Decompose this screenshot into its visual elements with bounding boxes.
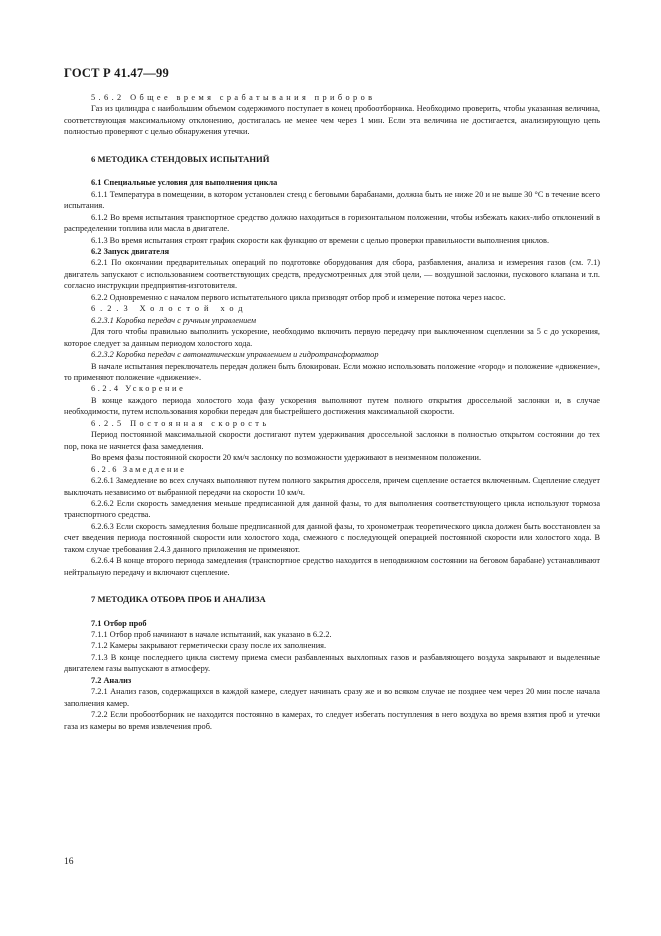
paragraph: 6.2.2 Одновременно с началом первого испытательного цикла призводят отбор проб и измерение потока через насос. <box>91 292 506 302</box>
page-number: 16 <box>64 857 74 867</box>
paragraph: 6.2.6.4 В конце второго периода замедления (транспортное средство находится в неподвижном состоянии на беговом барабане) устанавливают нейтральную передачу и включают сцепление. <box>64 556 600 577</box>
section-heading: 7 МЕТОДИКА ОТБОРА ПРОБ И АНАЛИЗА <box>91 594 266 605</box>
paragraph: 7.2.1 Анализ газов, содержащихся в каждой камере, следует начинать сразу же и во всяком случае не позднее чем через 20 мин после начала заполнения камер. <box>64 687 600 708</box>
subsection-heading: 7.1 Отбор проб <box>91 618 147 628</box>
paragraph: 7.1.1 Отбор проб начинают в начале испытаний, как указано в 6.2.2. <box>91 630 332 640</box>
spacer <box>64 138 600 154</box>
paragraph: 6.1.3 Во время испытания строят график скорости как функцию от времени с целью проверки правильности выполнения циклов. <box>91 235 550 245</box>
spacer <box>64 606 600 618</box>
paragraph: В начале испытания переключатель передач должен быть блокирован. Если можно использовать положение «город» и положение «движение», то применяют положение «движение». <box>64 361 600 382</box>
paragraph: 6.2.6.3 Если скорость замедления больше предписанной для данной фазы, то хронометраж теоретического цикла должен быть восстановлен за счет введения периода постоянной скорости или холостого хода, смежного с последующей операцией постоянной скорости или холостого хода. В таком случае требования 2.4.3 данного приложения не применяют. <box>64 521 600 554</box>
section-heading: 6 МЕТОДИКА СТЕНДОВЫХ ИСПЫТАНИЙ <box>91 153 270 164</box>
paragraph: 6.2.5 Постоянная скорость <box>91 418 270 428</box>
paragraph: 6.2.6 Замедление <box>91 464 187 474</box>
subsection-heading: 6.2 Запуск двигателя <box>91 246 170 256</box>
paragraph: 7.1.3 В конце последнего цикла систему приема смеси разбавленных выхлопных газов и разбавляющего воздуха закрывают и выделенные двигателем газы выпускают в атмосферу. <box>64 652 600 674</box>
paragraph: 6.2.4 Ускорение <box>91 384 186 394</box>
paragraph: Период постоянной максимальной скорости достигают путем удерживания дроссельной заслонки в полностью открытом состоянии до тех пор, пока не начнется фаза замедления. <box>64 430 600 451</box>
standard-header: ГОСТ Р 41.47—99 <box>64 66 169 80</box>
paragraph: Во время фазы постоянной скорости 20 км/ч заслонку по возможности удерживают в неизменном положении. <box>91 453 482 463</box>
paragraph: 6.1.2 Во время испытания транспортное средство должно находиться в горизонтальном положении, чтобы избежать каких-либо отклонений в распределении топлива или масла в двигателе. <box>64 212 600 234</box>
subsection-heading: 7.2 Анализ <box>91 675 132 685</box>
paragraph: В конце каждого периода холостого хода фазу ускорения выполняют путем полного открытия дроссельной заслонки и, в случае необходимости, путем использования коробки передач для быстрейшего достижения максимальной скорости. <box>64 395 600 417</box>
paragraph: 7.1.2 Камеры закрывают герметически сразу после их заполнения. <box>91 641 327 651</box>
paragraph: 6.2.3 Холостой ход <box>91 304 248 314</box>
document-body <box>64 92 600 732</box>
paragraph: Газ из цилиндра с наибольшим объемом содержимого поступает в конец пробоотборника. Необходимо проверить, чтобы указанная величина, соответствующая максимальному отклонению, достигалась не менее чем через 1 мин. Если эта величина не достигается, анализирующую цепь полностью проверяют с целью обнаружения утечки. <box>64 104 600 137</box>
subsection-heading: 6.1 Специальные условия для выполнения цикла <box>91 178 278 188</box>
spacer <box>64 578 600 594</box>
paragraph: 6.2.3.1 Коробка передач с ручным управлением <box>91 315 257 325</box>
paragraph: 6.1.1 Температура в помещении, в котором установлен стенд с беговыми барабанами, должна быть не ниже 20 и не выше 30 °С в течение всего испытания. <box>64 189 600 211</box>
paragraph: 6.2.6.1 Замедление во всех случаях выполняют путем полного закрытия дросселя, причем сцепление остается включенным. Сцепление следует выключать независимо от выбранной передачи на скорости 10 км/ч. <box>64 476 600 497</box>
paragraph: 7.2.2 Если пробоотборник не находится постоянно в камерах, то следует избегать поступления в него воздуха во время взятия проб и утечки газа из камеры во время извлечения проб. <box>64 710 600 731</box>
paragraph: 6.2.3.2 Коробка передач с автоматическим управлением и гидротрансформатор <box>91 350 379 360</box>
paragraph: 5.6.2 Общее время срабатывания приборов <box>91 93 376 102</box>
paragraph: 6.2.6.2 Если скорость замедления меньше предписанной для данной фазы, то для выполнения соответствующего цикла используют тормоза транспортного средства. <box>64 498 600 520</box>
paragraph: 6.2.1 По окончании предварительных операций по подготовке оборудования для сбора, разбавления, анализа и измерения газов (см. 7.1) двигатель запускают с использованием соответствующих средств, предусмотренных для этой цели, — воздушной заслонки, пускового клапана и т.п. согласно инструкции предприятия-изготовителя. <box>64 258 600 291</box>
paragraph: Для того чтобы правильно выполнить ускорение, необходимо включить первую передачу при выключенном сцеплении за 5 с до ускорения, которое следует за данным периодом холостого хода. <box>64 327 600 348</box>
spacer <box>64 165 600 177</box>
